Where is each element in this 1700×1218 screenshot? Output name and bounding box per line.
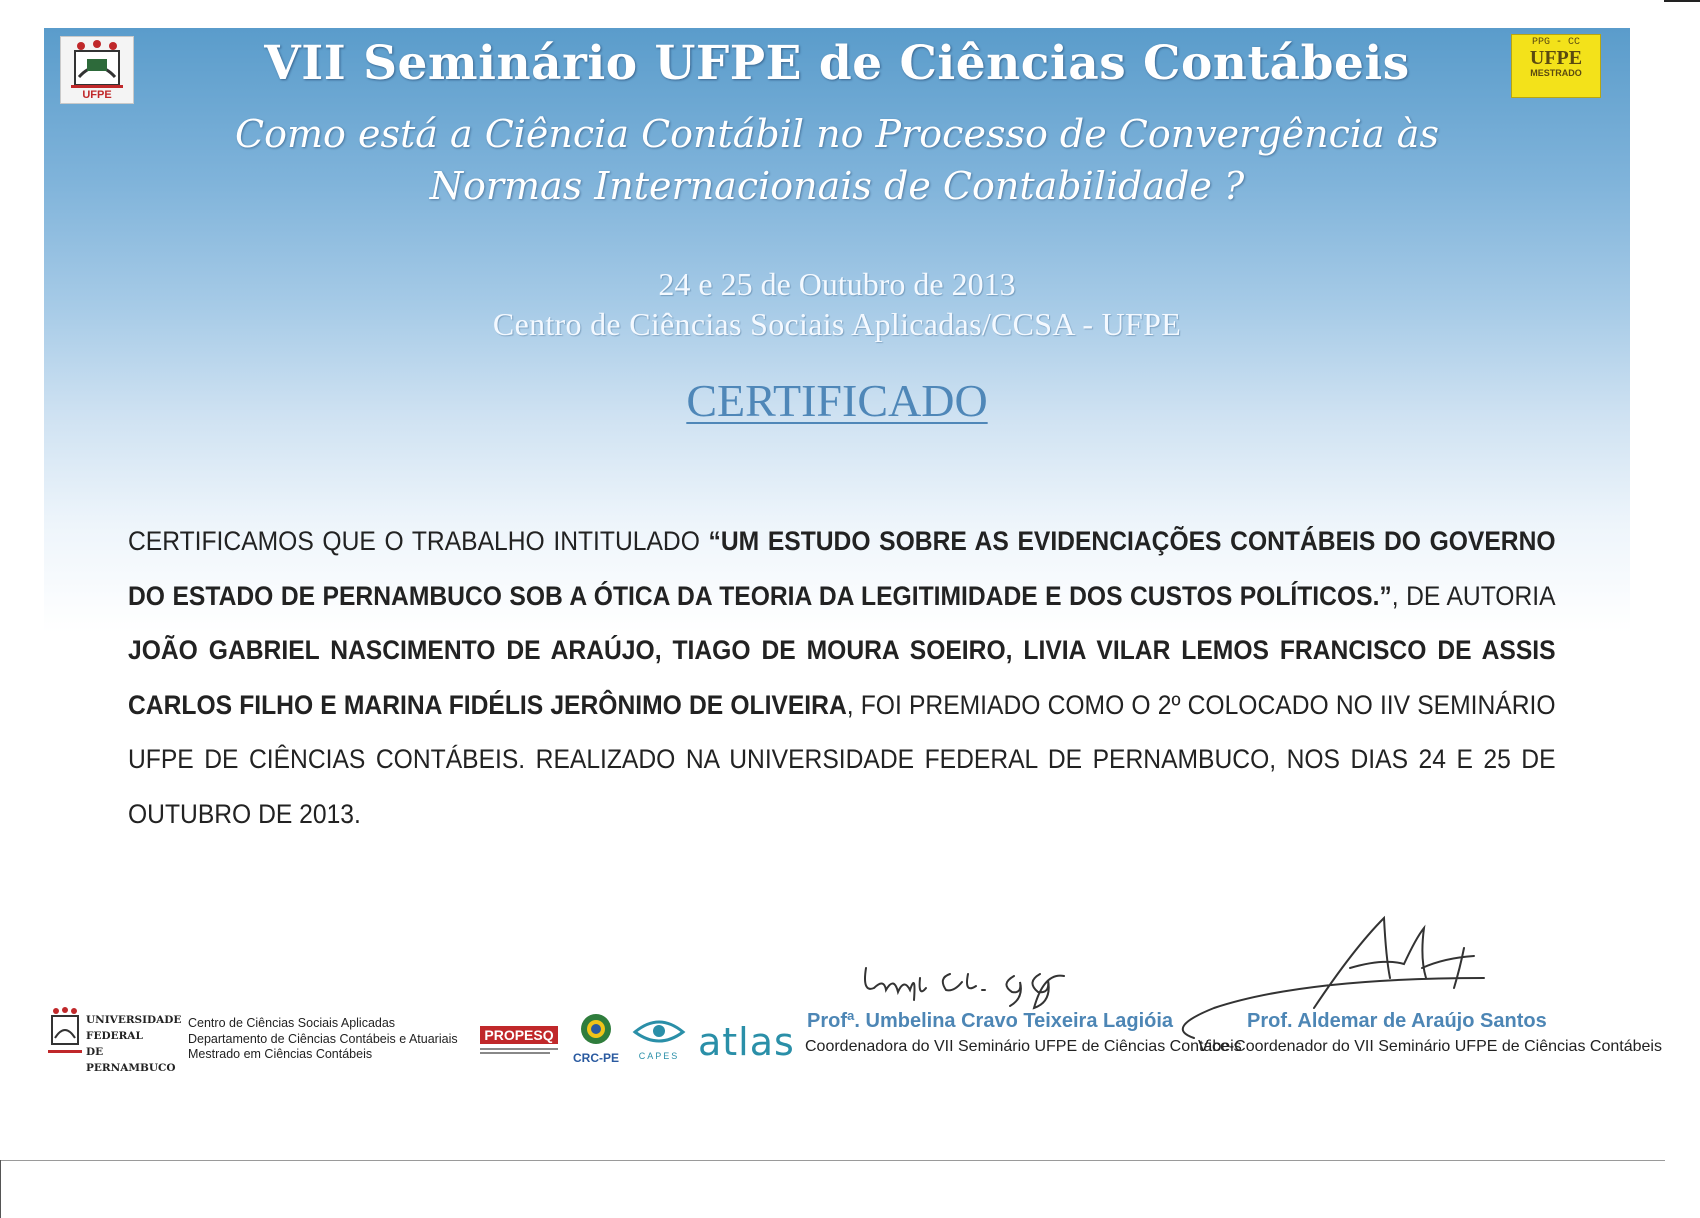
seminar-theme: Como está a Ciência Contábil no Processo de Convergência às Normas Internacionais de Contabilidade ?	[235, 112, 1439, 208]
body-part: CERTIFICAMOS QUE O TRABALHO INTITULADO	[128, 526, 709, 556]
authors: JOÃO GABRIEL NASCIMENTO DE ARAÚJO, TIAGO DE MOURA SOEIRO, LIVIA VILAR LEMOS FRANCISCO DE ASSIS CARLOS FILHO E MARINA FIDÉLIS JERÔNIMO DE OLIVEIRA	[128, 635, 1556, 720]
scan-bottom-line	[0, 1160, 1665, 1161]
seminar-date: 24 e 25 de Outubro de 2013	[658, 266, 1016, 302]
certificate-body	[128, 514, 1556, 841]
ppgcc-logo	[1511, 34, 1601, 98]
crc-pe-logo	[568, 1012, 624, 1064]
propesq-logo-label: PROPESQ	[480, 1026, 558, 1044]
ufpe-logo-footer	[48, 1006, 182, 1074]
certificate	[44, 28, 1662, 1108]
crc-seal-icon	[579, 1012, 613, 1046]
body-part: , DE AUTORIA	[1391, 580, 1556, 611]
signatory-role-2: Vice-Coordenador do VII Seminário UFPE de Ciências Contábeis	[1198, 1038, 1662, 1055]
capes-label: CAPES	[638, 1051, 680, 1061]
atlas-logo: atlas	[698, 1020, 795, 1064]
scan-left-edge	[0, 1160, 1, 1218]
ufpe-footer-crest-icon	[48, 1006, 82, 1062]
ufpe-footer-line2: FEDERAL	[86, 1030, 143, 1042]
signature-umbelina	[854, 938, 1114, 1018]
signatory-name-1: Profª. Umbelina Cravo Teixeira Lagióia	[807, 1010, 1174, 1032]
ppgcc-logo-main: UFPE	[1529, 47, 1583, 69]
capes-eye-icon	[631, 1016, 687, 1046]
crc-pe-label: CRC-PE	[572, 1051, 619, 1065]
ufpe-footer-line3: DE PERNAMBUCO	[86, 1046, 176, 1074]
signatory-role-1: Coordenadora do VII Seminário UFPE de Ciências Contábeis	[805, 1038, 1242, 1055]
seminar-title: VII Seminário UFPE de Ciências Contábeis	[264, 36, 1410, 91]
ppgcc-logo-sub: MESTRADO	[1530, 68, 1582, 78]
ufpe-logo-label: UFPE	[82, 89, 112, 101]
signatory-name-2: Prof. Aldemar de Araújo Santos	[1247, 1010, 1547, 1032]
ppgcc-logo-top: PPG - CC	[1531, 37, 1580, 48]
body-part: , FOI PREMIADO COMO O 2º COLOCADO NO IIV SEMINÁRIO UFPE DE CIÊNCIAS CONTÁBEIS. REALIZADO NA UNIVERSIDADE FEDERAL DE PERNAMBUCO, NOS DIAS 24 E 25 DE OUTUBRO DE 2013.	[128, 689, 1556, 829]
center-org-line2: Departamento de Ciências Contábeis e Atuariais	[188, 1031, 458, 1046]
work-title: “UM ESTUDO SOBRE AS EVIDENCIAÇÕES CONTÁBEIS DO GOVERNO DO ESTADO DE PERNAMBUCO SOB A ÓTICA DA TEORIA DA LEGITIMIDADE E DOS CUSTOS POLÍTICOS.”	[128, 526, 1556, 611]
propesq-logo	[480, 1026, 558, 1056]
scan-mark	[1664, 0, 1700, 2]
center-org-block	[188, 1016, 458, 1063]
center-org-line1: Centro de Ciências Sociais Aplicadas	[188, 1016, 396, 1030]
seminar-venue: Centro de Ciências Sociais Aplicadas/CCSA - UFPE	[492, 306, 1182, 342]
ufpe-footer-line1: UNIVERSIDADE	[86, 1014, 182, 1026]
center-org-line3: Mestrado em Ciências Contábeis	[188, 1047, 373, 1061]
capes-logo	[630, 1016, 688, 1064]
certificate-heading: CERTIFICADO	[686, 375, 988, 426]
